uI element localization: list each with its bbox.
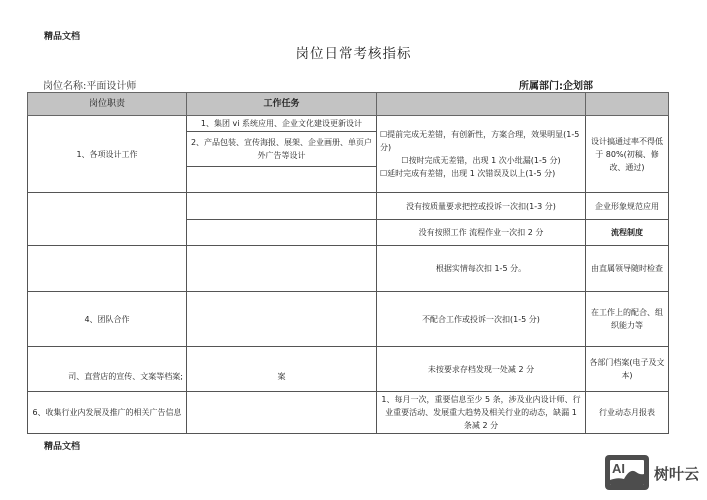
- duty-cell: [28, 246, 187, 292]
- department-name: 所属部门:企划部: [519, 81, 593, 92]
- task-cell: [187, 193, 377, 220]
- basis-cell: 流程制度: [586, 220, 669, 246]
- criteria-cell: 根据实情每次扣 1-5 分。: [377, 246, 586, 292]
- header-duty: 岗位职责: [28, 93, 187, 116]
- assessment-table: [27, 92, 669, 434]
- task-cell: [187, 167, 377, 193]
- watermark-bottom: 精品文档: [44, 442, 81, 452]
- criteria-line: ☐提前完成无差错，有创新性，方案合理，效果明显(1-5 分): [380, 130, 580, 152]
- table-row: [28, 392, 669, 434]
- header-criteria: [377, 93, 586, 116]
- task-cell: 1、集团 vi 系统应用、企业文化建设更新设计: [187, 116, 377, 132]
- basis-cell: 各部门档案(电子及文本): [586, 347, 669, 392]
- header-row: [28, 93, 669, 116]
- duty-cell: 4、团队合作: [28, 292, 187, 347]
- task-cell: [187, 392, 377, 434]
- watermark-top: 精品文档: [44, 32, 81, 42]
- document-title: 岗位日常考核指标: [295, 46, 412, 62]
- duty-cell: 司、直营店的宣传、文案等档案;: [28, 347, 187, 392]
- position-name: 岗位名称:平面设计师: [43, 81, 137, 92]
- task-cell: [187, 220, 377, 246]
- duty-cell: [28, 193, 187, 246]
- criteria-cell: 没有按照工作 流程作业一次扣 2 分: [377, 220, 586, 246]
- task-cell: 2、产品包装、宣传海报、展架、企业画册、单页户外广告等设计: [187, 132, 377, 167]
- header-task: 工作任务: [187, 93, 377, 116]
- task-cell: [187, 292, 377, 347]
- duty-cell: 6、收集行业内发展及推广的相关广告信息: [28, 392, 187, 434]
- logo-mark: AI: [612, 461, 625, 476]
- ai-image-icon: [605, 455, 649, 490]
- basis-cell: 由直属领导随时检查: [586, 246, 669, 292]
- criteria-cell: 未按要求存档发现一处减 2 分: [377, 347, 586, 392]
- basis-cell: 行业动态月报表: [586, 392, 669, 434]
- logo-text: 树叶云: [654, 465, 700, 483]
- header-basis: [586, 93, 669, 116]
- criteria-cell: 1、每月一次，重要信息至少 5 条，涉及业内设计师、行业重要活动、发展重大趋势及相关行业的动态，缺漏 1 条减 2 分: [377, 392, 586, 434]
- table-row: [28, 347, 669, 392]
- criteria-cell: [377, 116, 586, 193]
- basis-cell: 设计搞通过率不得低于 80%(初稿、修改、通过): [586, 116, 669, 193]
- table-row: [28, 116, 669, 132]
- table-row: [28, 246, 669, 292]
- basis-cell: 企业形象规范应用: [586, 193, 669, 220]
- criteria-cell: 不配合工作或投诉一次扣(1-5 分): [377, 292, 586, 347]
- task-cell: [187, 246, 377, 292]
- table-row: [28, 292, 669, 347]
- duty-cell: 1、各项设计工作: [28, 116, 187, 193]
- basis-cell: 在工作上的配合、组织能力等: [586, 292, 669, 347]
- table-row: [28, 193, 669, 220]
- mountain-icon: [610, 460, 644, 485]
- criteria-cell: 没有按质量要求把控或投诉一次扣(1-3 分): [377, 193, 586, 220]
- criteria-line: ☐按时完成无差错，出现 1 次小纰漏(1-5 分): [401, 156, 561, 165]
- task-cell: 案: [187, 347, 377, 392]
- criteria-line: ☐延时完成有差错，出现 1 次错误及以上(1-5 分): [380, 169, 556, 178]
